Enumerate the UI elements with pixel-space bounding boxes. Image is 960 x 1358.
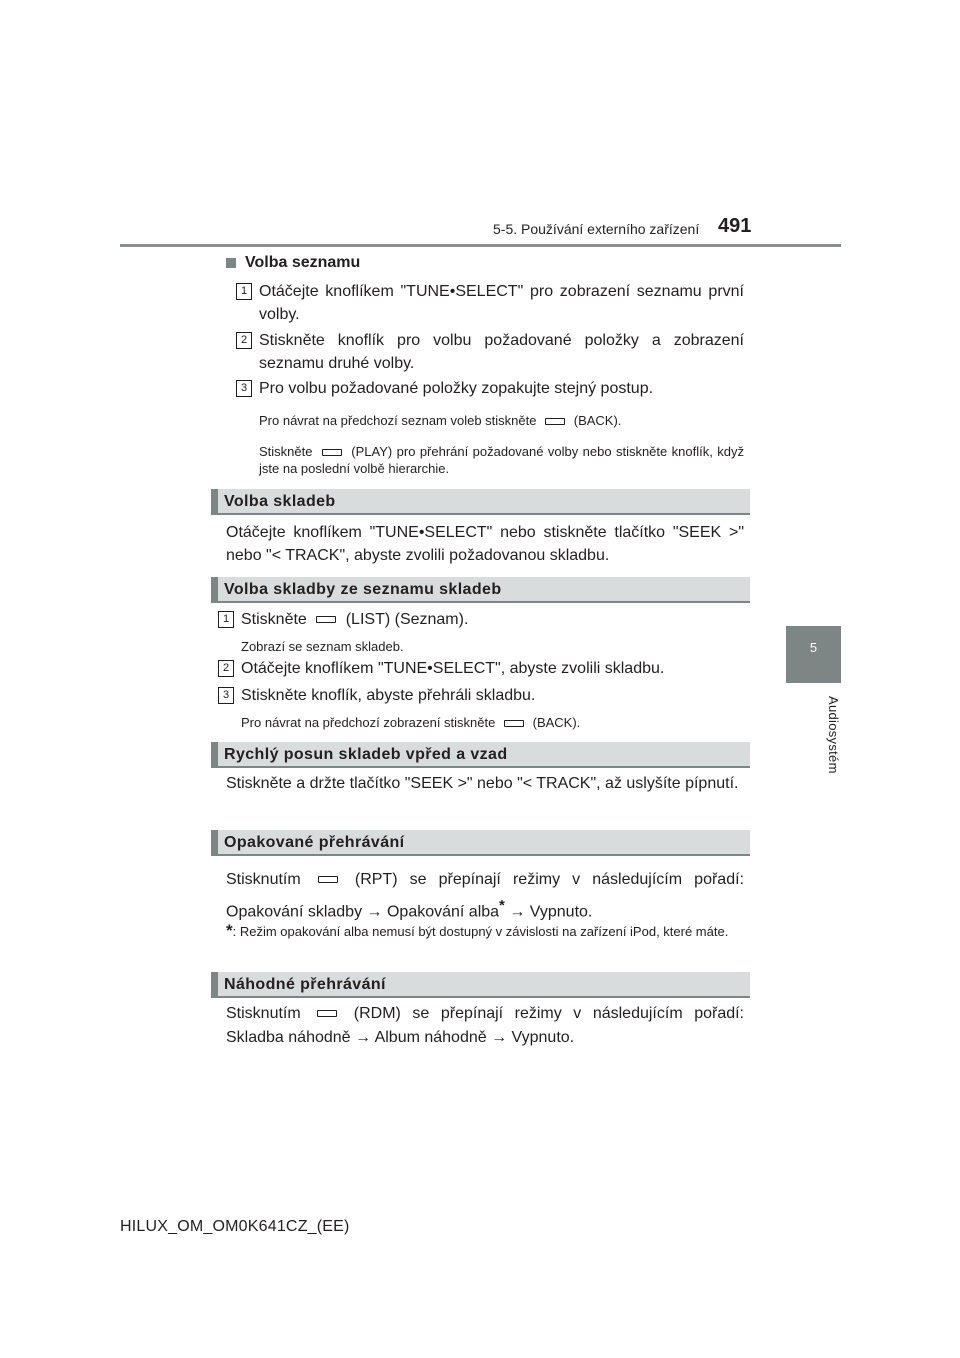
list-step-1-text-b: (LIST) (Seznam). (345, 611, 469, 628)
footnote-text: : Režim opakování alba nemusí být dostupný v závislosti na zařízení iPod, které máte. (232, 924, 729, 939)
section-title: Opakované přehrávání (224, 834, 405, 851)
header-section-title: 5-5. Používání externího zařízení (493, 221, 700, 237)
step-number-3: 3 (236, 380, 252, 397)
step-number-2: 2 (236, 332, 252, 349)
section-volba-ze-seznamu (211, 577, 750, 603)
page-number: 491 (718, 215, 752, 237)
nahodne-text-b: (RDM) se přepínají režimy v následujícím pořadí: Skladba náhodně → Album náhodně → Vypnuto. (226, 1005, 745, 1046)
list-step-text-1 (241, 608, 741, 631)
note-back-text-b: (BACK). (573, 413, 622, 428)
rpt-button-icon (318, 876, 338, 883)
rychly-posun-text: Stiskněte a držte tlačítko "SEEK >" nebo "< TRACK", až uslyšíte pípnutí. (226, 775, 739, 792)
volba-seznamu-heading (226, 254, 360, 272)
list-note-back (241, 714, 741, 731)
note-back (259, 412, 744, 429)
list-step-number-3: 3 (218, 687, 234, 704)
section-title: Volba skladeb (224, 493, 336, 510)
volba-seznamu-title: Volba seznamu (245, 254, 361, 271)
step-text-2: Stiskněte knoflík pro volbu požadované položky a zobrazení seznamu druhé volby. (259, 332, 744, 372)
footnote-mark: * (226, 921, 233, 940)
note-play-text-b: (PLAY) pro přehrání požadované volby nebo stiskněte knoflík, když jste na poslední volbě hierarchie. (259, 444, 744, 476)
list-step-1-text-a: Stiskněte (241, 611, 307, 628)
back-button-icon (545, 418, 565, 425)
note-play (259, 443, 744, 477)
section-title: Volba skladby ze seznamu skladeb (224, 581, 502, 598)
asterisk-mark: * (499, 897, 505, 914)
opakovane-footnote (226, 922, 744, 940)
list-step-text-2: Otáčejte knoflíkem "TUNE•SELECT", abyste zvolili skladbu. (241, 660, 665, 677)
list-step-number-1: 1 (218, 611, 234, 628)
list-step-number-2: 2 (218, 660, 234, 677)
step-number-1: 1 (236, 283, 252, 300)
list-button-icon (316, 616, 336, 623)
note-play-text-a: Stiskněte (259, 444, 313, 459)
opakovane-text-c: → Vypnuto. (509, 903, 593, 921)
nahodne-text (226, 1002, 744, 1050)
section-title: Rychlý posun skladeb vpřed a vzad (224, 746, 508, 763)
header-rule (120, 244, 841, 247)
section-volba-skladeb (211, 489, 750, 515)
section-title: Náhodné přehrávání (224, 976, 386, 993)
list-note-text-b: (BACK). (532, 715, 581, 730)
section-nahodne (211, 972, 750, 998)
section-rychly-posun (211, 742, 750, 768)
volba-skladeb-text: Otáčejte knoflíkem "TUNE•SELECT" nebo stiskněte tlačítko "SEEK >" nebo "< TRACK", abyste zvolili požadovanou skladbu. (226, 524, 744, 564)
note-back-text-a: Pro návrat na předchozí seznam voleb stiskněte (259, 413, 537, 428)
play-button-icon (322, 449, 342, 456)
nahodne-text-a: Stisknutím (226, 1005, 301, 1022)
chapter-label: Audiosystém (826, 696, 841, 774)
opakovane-text-a: Stisknutím (226, 871, 301, 888)
list-note-text-a: Pro návrat na předchozí zobrazení stiskněte (241, 715, 496, 730)
chapter-number: 5 (809, 640, 818, 655)
back-button-icon (504, 720, 524, 727)
opakovane-text-b: (RPT) se přepínají režimy v následujícím pořadí: Opakování skladby → Opakování alba (226, 871, 744, 921)
bullet-square-icon (226, 258, 236, 268)
step-text-1: Otáčejte knoflíkem "TUNE•SELECT" pro zobrazení seznamu první volby. (259, 283, 744, 323)
list-step-1-note: Zobrazí se seznam skladeb. (241, 639, 404, 654)
step-text-3: Pro volbu požadované položky zopakujte stejný postup. (259, 380, 654, 397)
rdm-button-icon (317, 1010, 337, 1017)
section-opakovane (211, 830, 750, 856)
opakovane-text (226, 867, 744, 925)
document-code: HILUX_OM_OM0K641CZ_(EE) (120, 1218, 350, 1235)
list-step-text-3: Stiskněte knoflík, abyste přehráli skladbu. (241, 687, 536, 704)
